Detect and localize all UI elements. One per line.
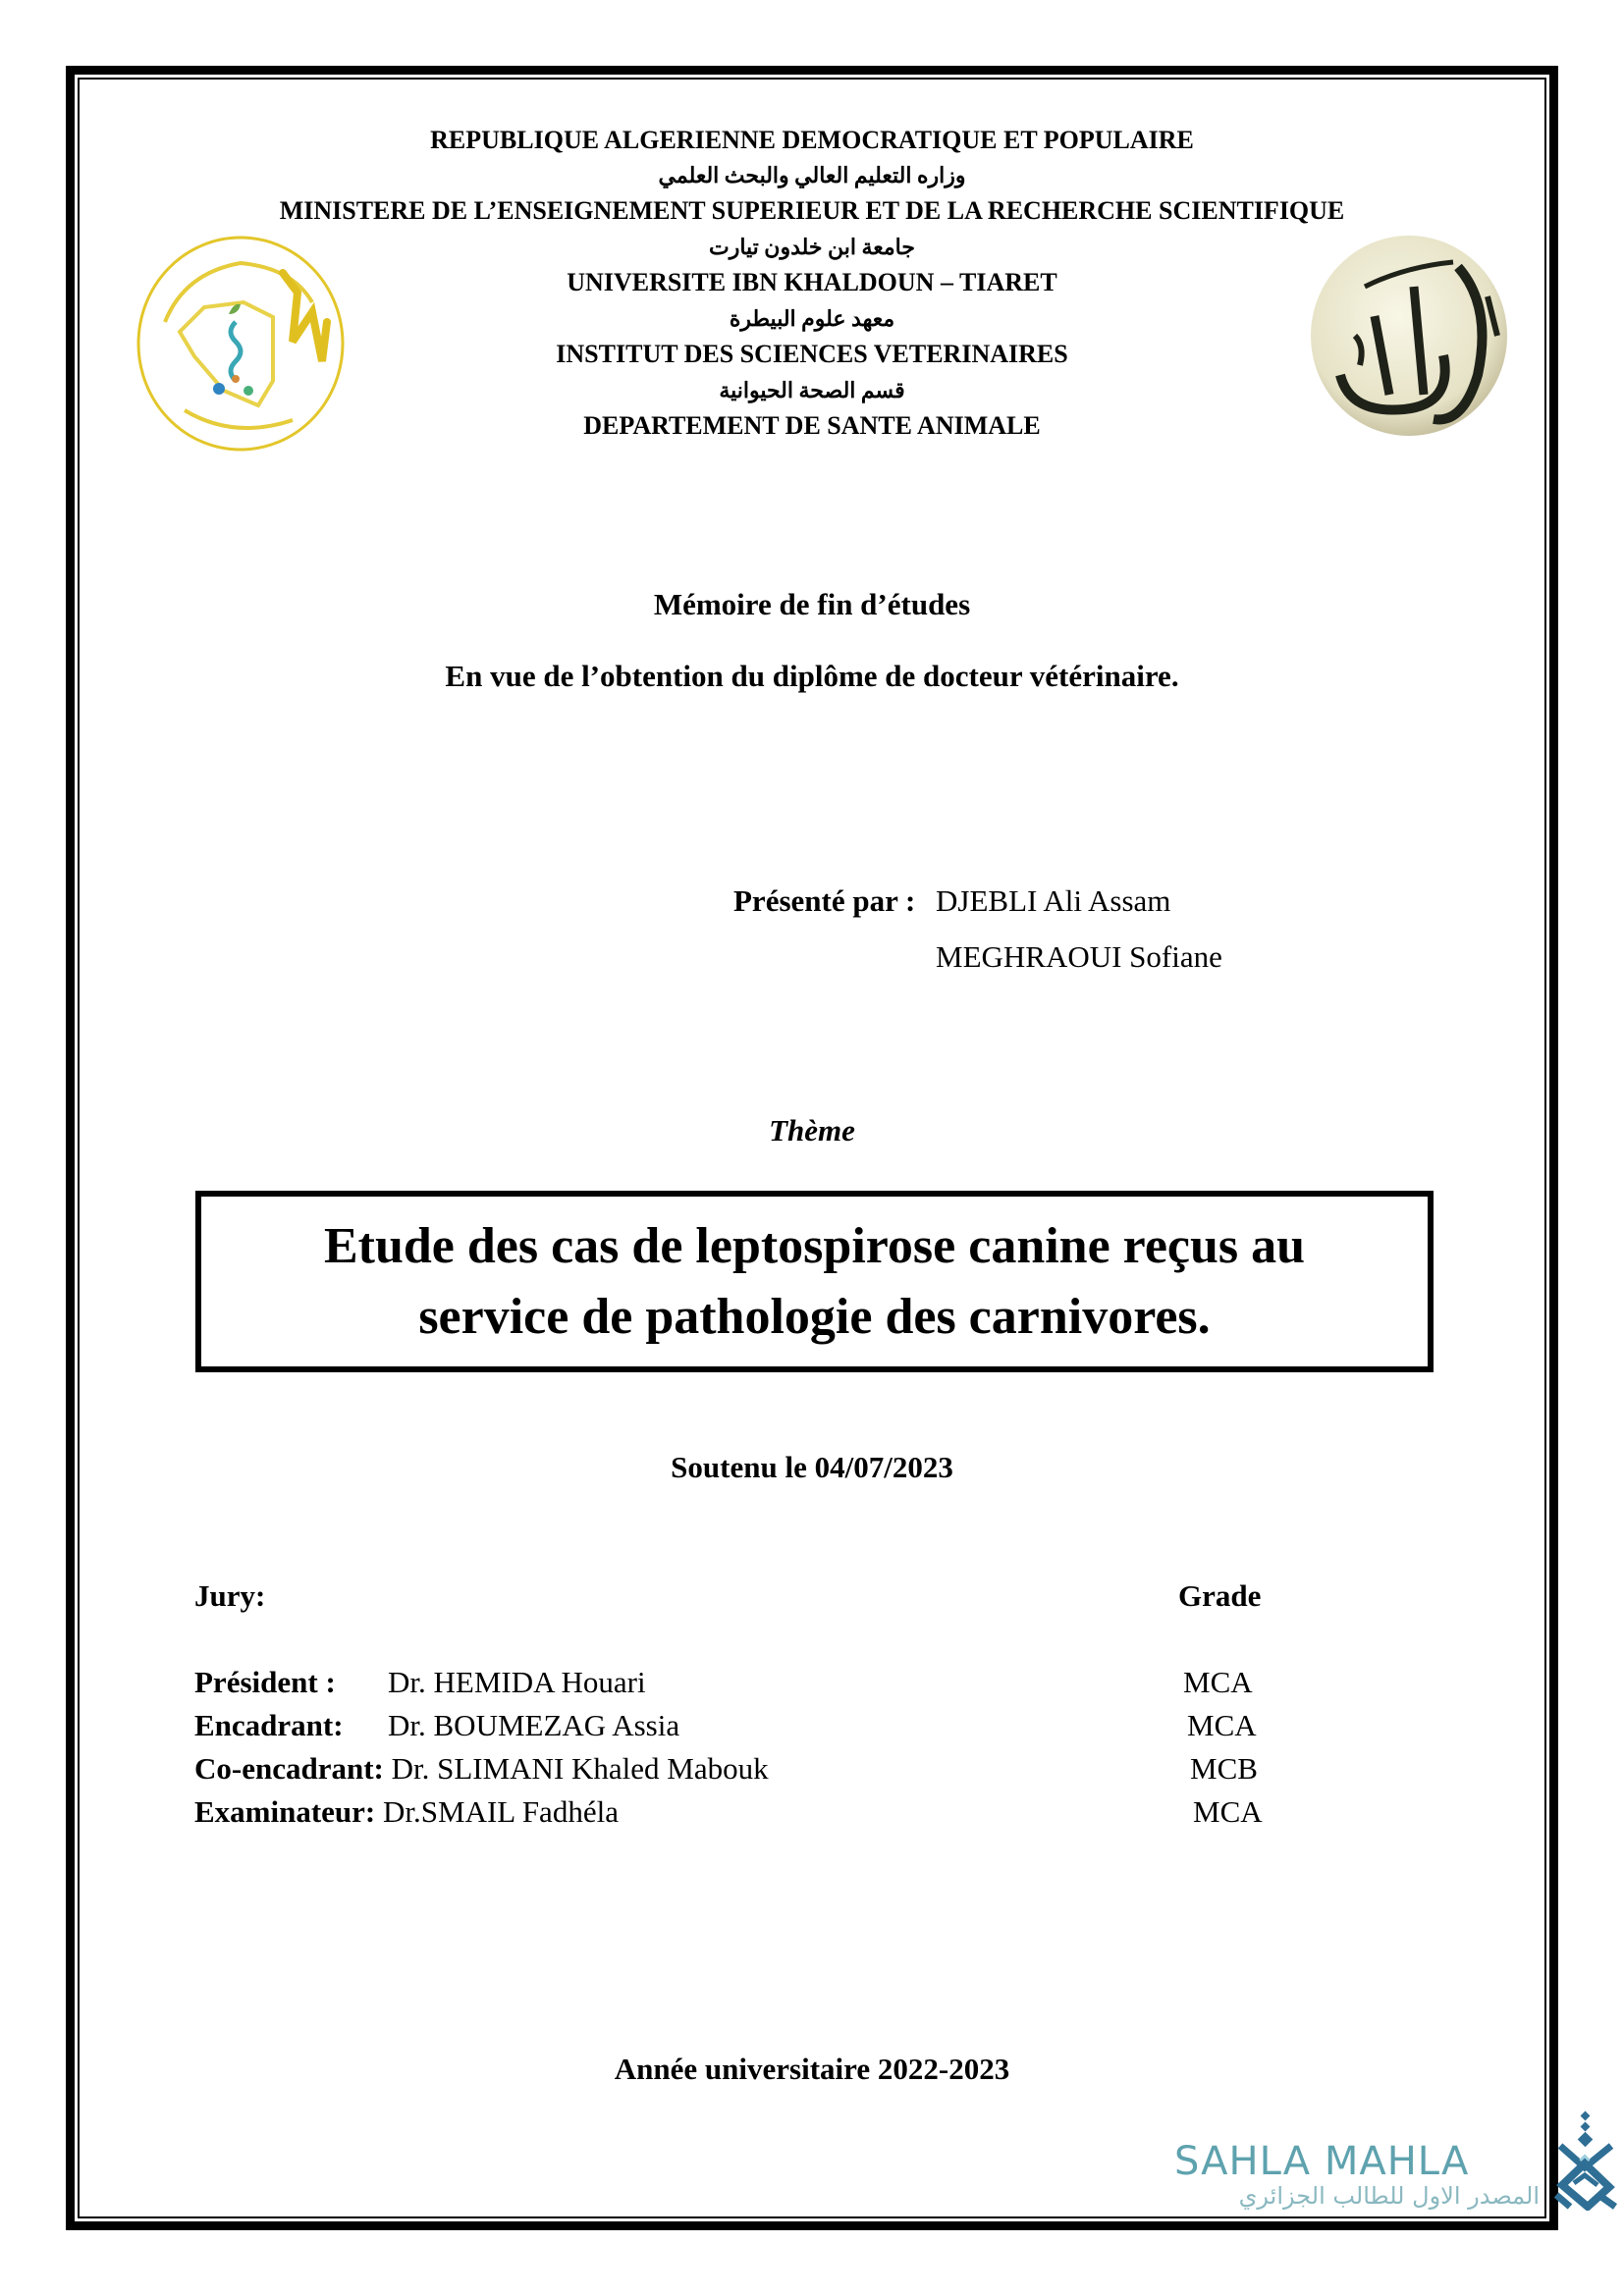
jury-row-content — [194, 1751, 769, 1787]
jury-member-grade: MCB — [1190, 1751, 1258, 1786]
thesis-title-line-1: Etude des cas de leptospirose canine reçus au — [323, 1217, 1306, 1274]
watermark-emblem — [1554, 2110, 1621, 2211]
jury-role: Encadrant: — [194, 1708, 344, 1742]
jury-member-grade: MCA — [1193, 1794, 1263, 1829]
header-ministry: MINISTERE DE L’ENSEIGNEMENT SUPERIEUR ET DE LA RECHERCHE SCIENTIFIQUE — [279, 196, 1345, 225]
jury-row-content — [194, 1794, 619, 1830]
defense-date: Soutenu le 04/07/2023 — [671, 1450, 953, 1484]
sahla-mahla-emblem-icon — [1554, 2110, 1621, 2211]
jury-member-grade: MCA — [1187, 1708, 1257, 1742]
theme-label: Thème — [769, 1113, 855, 1148]
header-university: UNIVERSITE IBN KHALDOUN – TIARET — [567, 268, 1057, 296]
jury-role: Examinateur: — [194, 1794, 376, 1829]
jury-member-name: Dr. HEMIDA Houari — [388, 1665, 646, 1699]
header-republic: REPUBLIQUE ALGERIENNE DEMOCRATIQUE ET POPULAIRE — [430, 126, 1194, 154]
jury-member-name: Dr. BOUMEZAG Assia — [388, 1708, 680, 1742]
header-institute-arabic: معهد علوم البيطرة — [729, 306, 895, 331]
jury-member-name: Dr. SLIMANI Khaled Mabouk — [391, 1751, 769, 1786]
thesis-title-box — [195, 1191, 1434, 1372]
watermark-tagline: المصدر الاول للطالب الجزائري — [1238, 2182, 1540, 2210]
jury-member-grade: MCA — [1183, 1665, 1253, 1699]
watermark-brand: SAHLA MAHLA — [1174, 2139, 1470, 2184]
grade-label: Grade — [1178, 1578, 1262, 1613]
jury-label: Jury: — [194, 1578, 266, 1613]
jury-role: Président : — [194, 1665, 336, 1699]
jury-member-name: Dr.SMAIL Fadhéla — [383, 1794, 619, 1829]
presented-by-label: Présenté par : — [733, 883, 916, 918]
header-university-arabic: جامعة ابن خلدون تيارت — [709, 235, 915, 259]
header-ministry-arabic: وزاره التعليم العالي والبحث العلمي — [658, 163, 966, 187]
header-department-arabic: قسم الصحة الحيوانية — [719, 378, 905, 402]
academic-year: Année universitaire 2022-2023 — [614, 2052, 1010, 2086]
thesis-title-line-2: service de pathologie des carnivores. — [418, 1288, 1211, 1345]
memoire-title: Mémoire de fin d’études — [653, 587, 971, 621]
header-institute: INSTITUT DES SCIENCES VETERINAIRES — [556, 340, 1068, 368]
jury-role: Co-encadrant: — [194, 1751, 384, 1786]
memoire-subtitle: En vue de l’obtention du diplôme de docteur vétérinaire. — [445, 659, 1179, 693]
header-department: DEPARTEMENT DE SANTE ANIMALE — [583, 411, 1041, 440]
student-name-2: MEGHRAOUI Sofiane — [936, 939, 1222, 974]
student-name-1: DJEBLI Ali Assam — [936, 883, 1171, 918]
